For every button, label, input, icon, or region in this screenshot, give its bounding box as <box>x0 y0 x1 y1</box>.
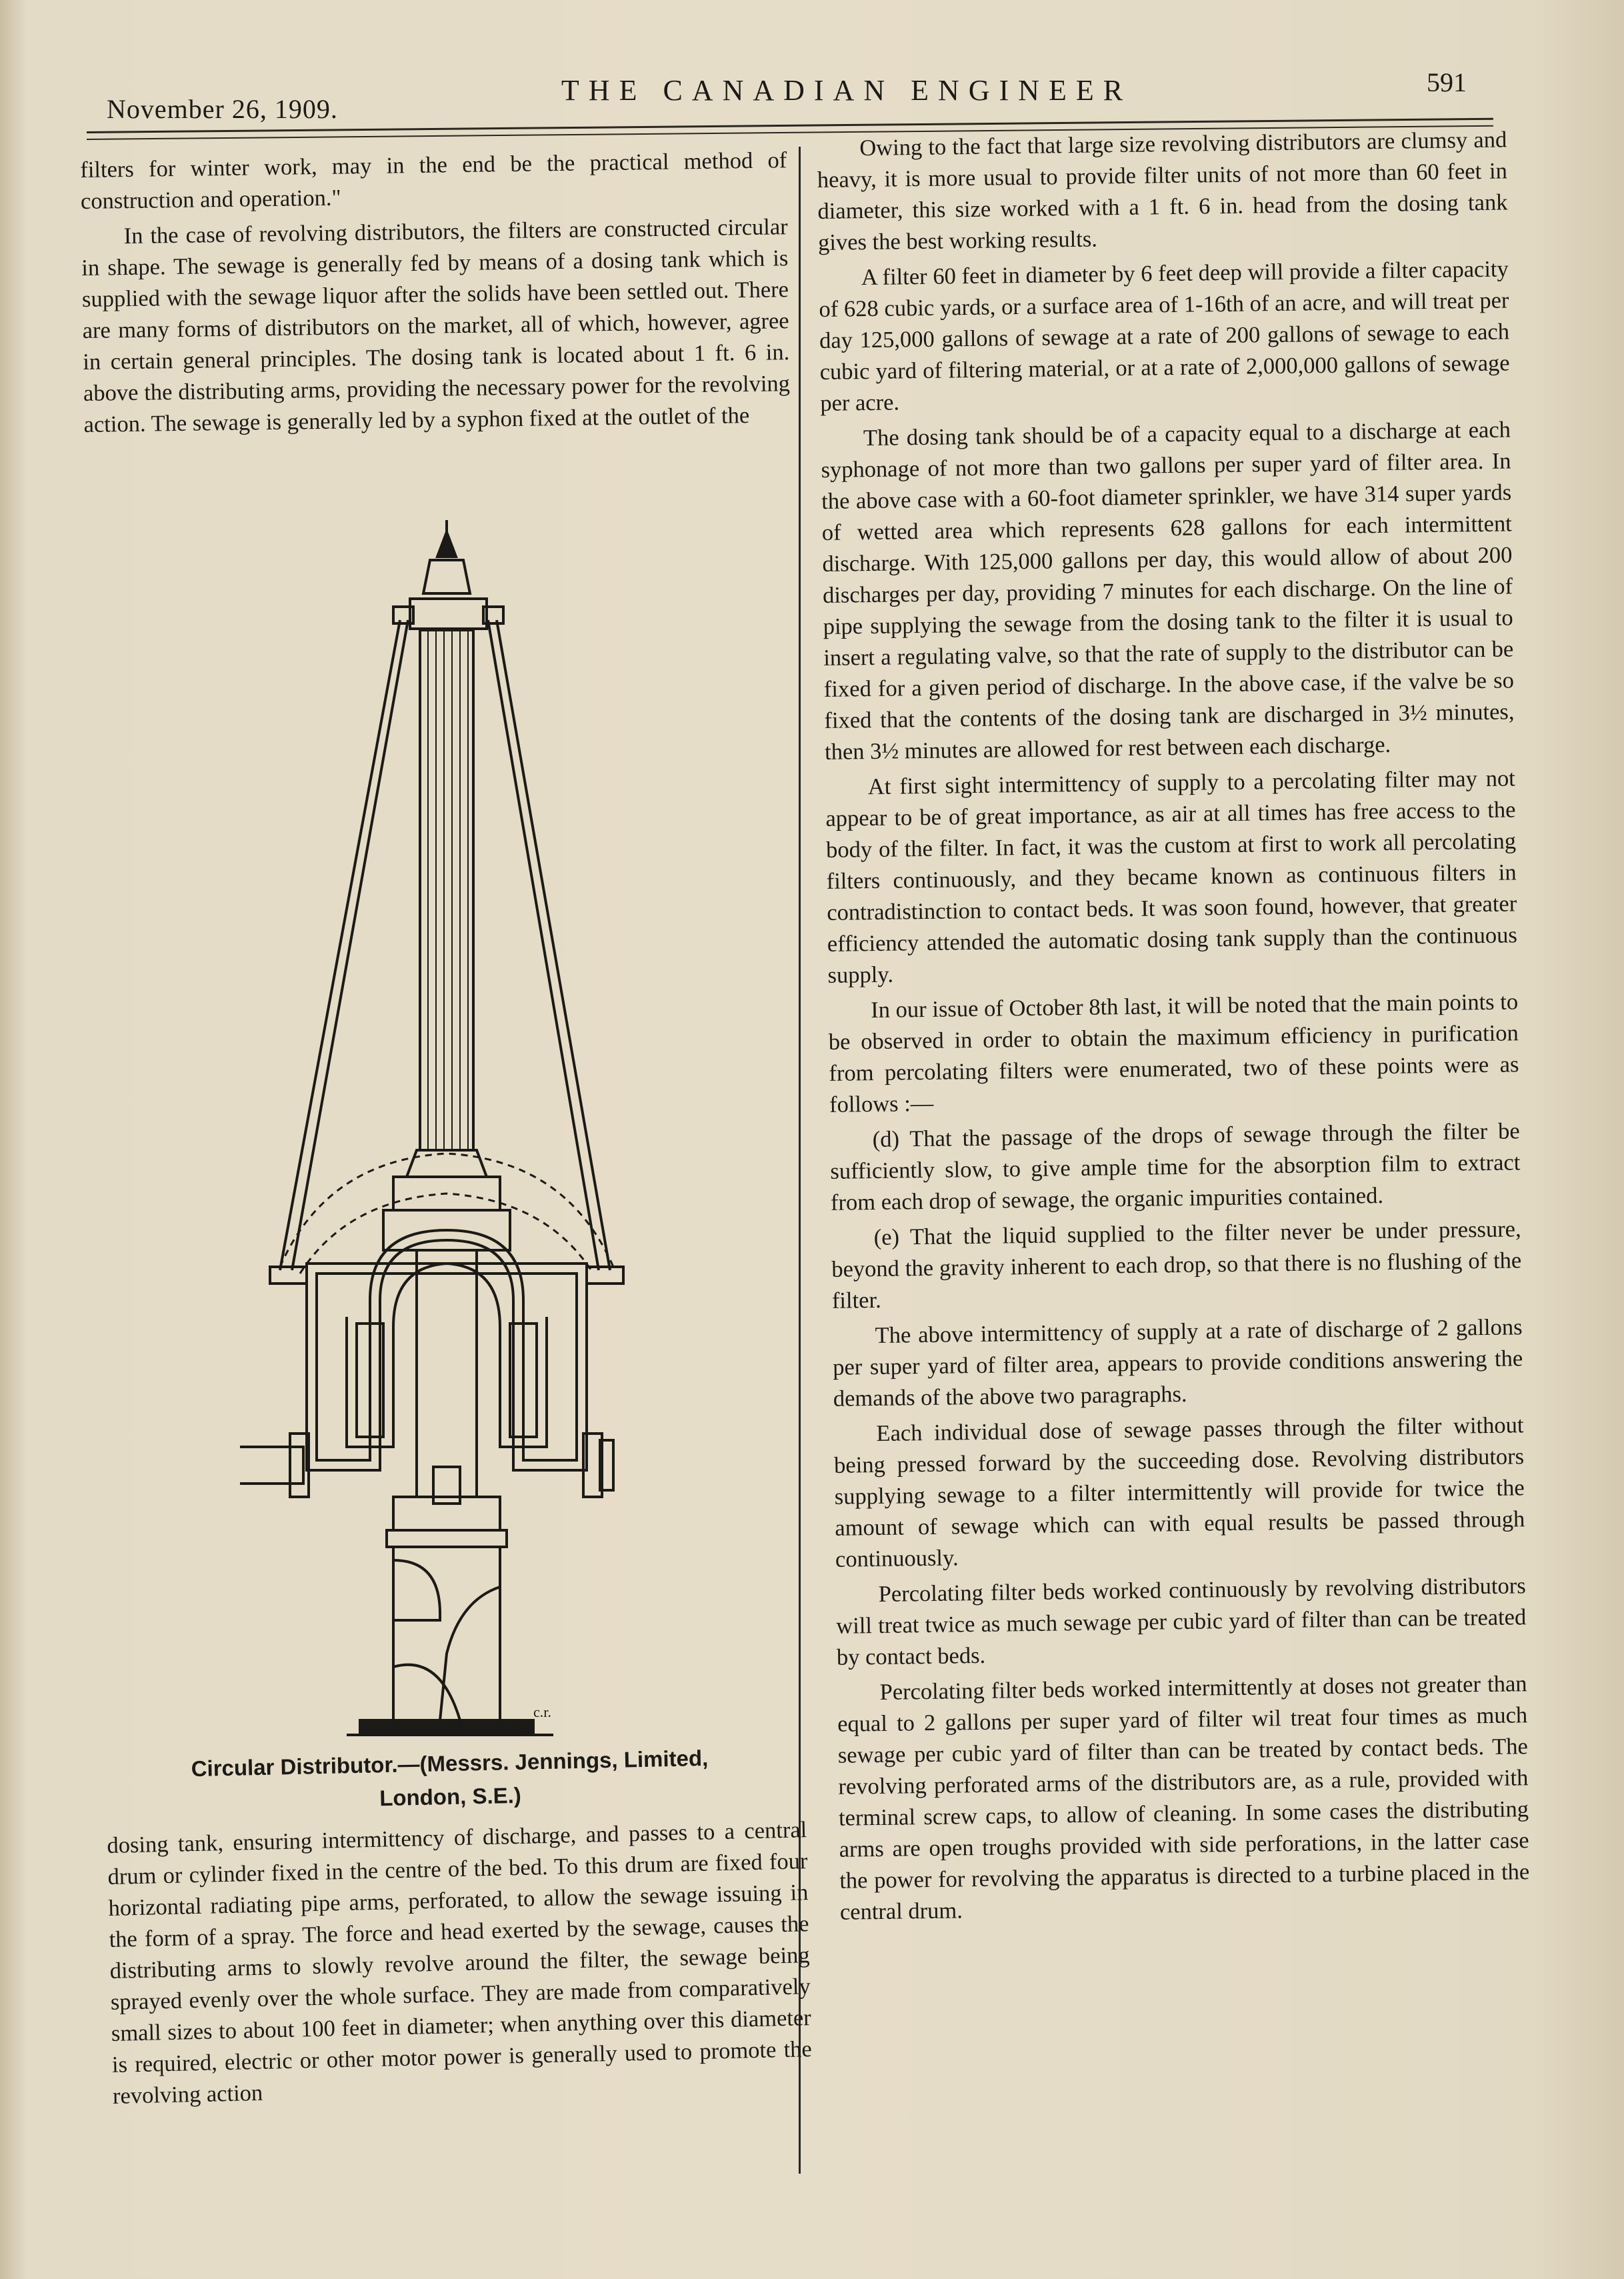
journal-title: THE CANADIAN ENGINEER <box>561 74 1133 107</box>
paragraph: Owing to the fact that large size revolving distributors are clumsy and heavy, it is more usual to provide filter units of not more than 60 feet in diameter, this size worked with a 1 ft. 6 in. head from the dosing tank gives the best working results. <box>817 127 1508 255</box>
left-column-top <box>80 145 791 445</box>
paragraph: filters for winter work, may in the end be the practical method of construction and operation." <box>80 147 787 214</box>
issue-date: November 26, 1909. <box>107 94 338 124</box>
left-column-bottom <box>107 1814 813 2116</box>
distributor-drawing <box>240 520 640 1760</box>
caption-line-2: London, S.E.) <box>379 1782 522 1811</box>
paragraph: In the case of revolving distributors, the filters are constructed circular in shape. The sewage is generally fed by means of a dosing tank which is supplied with the sewage liquor after the solids have been settled out. There are many forms of distributors on the market, all of which, however, agree in certain general principles. The dosing tank is located about 1 ft. 6 in. above the distributing arms, providing the necessary power for the revolving action. The sewage is generally led by a syphon fixed at the outlet of the <box>81 214 791 437</box>
paragraph: At first sight intermittency of supply to a percolating filter may not appear to be of great importance, as air at all times has free access to the body of the filter. In fact, it was the custom at first to work all percolating filters continuously, and they became known as continuous filters in contradistinction to contact beds. It was soon found, however, that greater efficiency attended the automatic dosing tank supply than the continuous supply. <box>825 765 1518 988</box>
paragraph: (d) That the passage of the drops of sewage through the filter be sufficiently slow, to give ample time for the absorption film to extract from each drop of sewage, the organic impurities contained. <box>830 1118 1521 1216</box>
circular-distributor-figure <box>240 520 640 1760</box>
paragraph: A filter 60 feet in diameter by 6 feet deep will provide a filter capacity of 628 cubic yards, or a surface area of 1-16th of an acre, and will treat per day 125,000 gallons of sewage at a rate of 200 gallons of sewage to each cubic yard of filtering material, or at a rate of 2,000,000 gallons of sewage per acre. <box>819 256 1510 416</box>
paragraph: The dosing tank should be of a capacity equal to a discharge at each syphonage of not more than two gallons per super yard of filter area. In the above case with a 60-foot diameter sprinkler, we have 314 super yards of wetted area which represents 628 gallons for each intermittent discharge. With 125,000 gallons per day, this would allow of about 200 discharges per day, providing 7 minutes for each discharge. On the line of pipe supplying the sewage from the dosing tank to the filter it is usual to insert a regulating valve, so that the rate of supply to the distributor can be fixed for a given period of discharge. In the above case, if the valve be so fixed that the contents of the dosing tank are discharged in 3½ minutes, then 3½ minutes are allowed for rest between each discharge. <box>821 417 1515 765</box>
right-column <box>817 124 1530 1932</box>
paragraph: (e) That the liquid supplied to the filter never be under pressure, beyond the gravity inherent to each drop, so that there is no flushing of the filter. <box>831 1216 1522 1314</box>
paragraph: Each individual dose of sewage passes through the filter without being pressed forward by the succeeding dose. Revolving distributors supplying sewage to a filter intermittently will provide for twice the amount of sewage which can with equal results be passed through continuously. <box>833 1412 1525 1572</box>
paragraph: dosing tank, ensuring intermittency of discharge, and passes to a central drum or cylinder fixed in the centre of the bed. To this drum are fixed four horizontal radiating pipe arms, perforated, to allow the sewage issuing in the form of a spray. The force and head exerted by the sewage, causes the distributing arms to slowly revolve around the filter, the sewage being sprayed evenly over the whole surface. They are made from comparatively small sizes to about 100 feet in diameter; when anything over this diameter is required, electric or other motor power is generally used to promote the revolving action <box>107 1817 813 2109</box>
caption-line-1: Circular Distributor.—(Messrs. Jennings, Limited, <box>191 1745 709 1782</box>
paragraph: The above intermittency of supply at a rate of discharge of 2 gallons per super yard of filter area, appears to provide conditions answering the demands of the above two paragraphs. <box>832 1314 1523 1412</box>
figure-caption <box>133 1740 767 1820</box>
paragraph: In our issue of October 8th last, it will be noted that the main points to be observed in order to obtain the maximum efficiency in purification from percolating filters were enumerated, two of these points were as follows :— <box>828 989 1519 1117</box>
page-number: 591 <box>1427 67 1467 97</box>
paragraph: Percolating filter beds worked continuously by revolving distributors will treat twice as much sewage per cubic yard of filter than can be treated by contact beds. <box>836 1573 1527 1670</box>
paragraph: Percolating filter beds worked intermittently at doses not greater than equal to 2 gallons per super yard of filter wil treat four times as much sewage per cubic yard of filter than can be treated by contact beds. The revolving perforated arms of the distributors are, as a rule, provided with terminal screw caps, to allow of cleaning. In some cases the distributing arms are open troughs provided with side perforations, in the latter case the power for revolving the apparatus is directed to a turbine placed in the central drum. <box>837 1671 1530 1925</box>
svg-text:c.r.: c.r. <box>533 1704 551 1720</box>
